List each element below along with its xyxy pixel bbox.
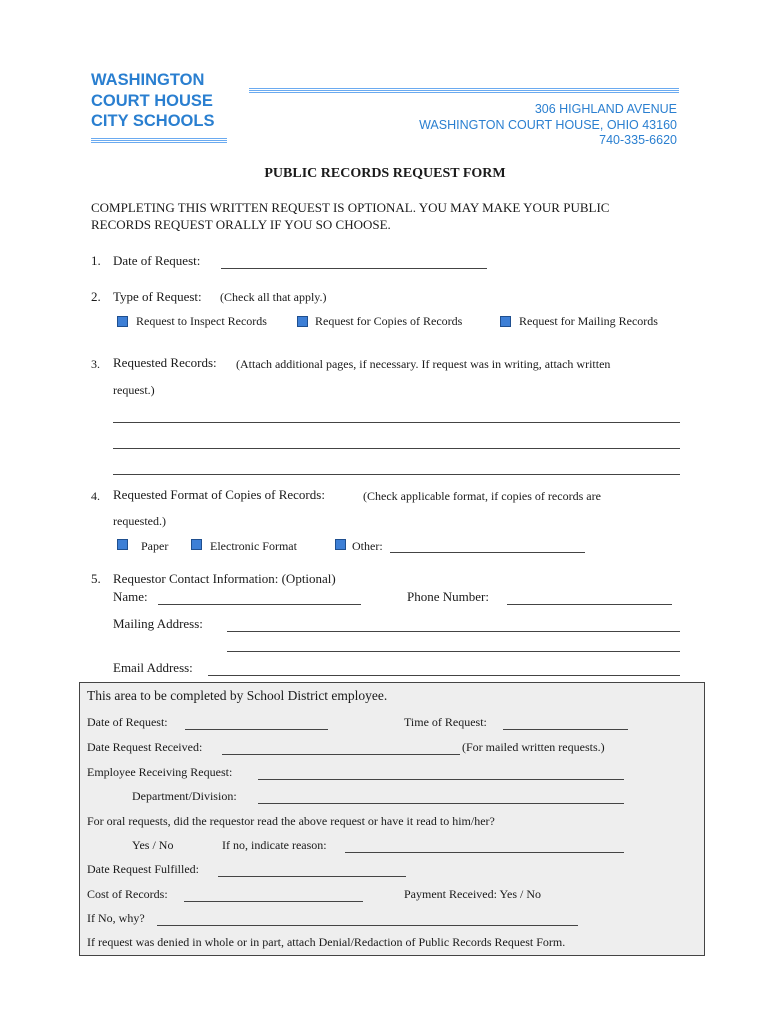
inspect-records-checkbox[interactable]	[117, 316, 128, 327]
q2-label: Type of Request:	[113, 289, 202, 304]
mailing-records-label: Request for Mailing Records	[519, 314, 658, 328]
cost-label: Cost of Records:	[87, 887, 168, 901]
date-of-request-field[interactable]	[221, 268, 487, 269]
q4-note-cont: requested.)	[113, 514, 166, 528]
mailing-address-field-1[interactable]	[227, 631, 680, 632]
q3-note-cont: request.)	[113, 383, 155, 397]
other-format-field[interactable]	[390, 552, 585, 553]
phone-field[interactable]	[507, 604, 672, 605]
address-line: 306 HIGHLAND AVENUE	[534, 102, 677, 116]
copies-records-label: Request for Copies of Records	[315, 314, 463, 328]
copies-records-checkbox[interactable]	[297, 316, 308, 327]
inspect-records-label: Request to Inspect Records	[136, 314, 267, 328]
denied-note: If request was denied in whole or in part, attach Denial/Redaction of Public Records Request Form.	[87, 935, 566, 949]
requested-records-line-2[interactable]	[113, 448, 680, 449]
yes-no-choice: Yes / No	[132, 838, 174, 852]
email-address-label: Email Address:	[113, 660, 193, 675]
address-line: WASHINGTON COURT HOUSE, OHIO 43160	[419, 117, 677, 132]
q5-number: 5.	[91, 571, 101, 586]
q3-note: (Attach additional pages, if necessary. If request was in writing, attach written	[236, 357, 611, 371]
email-address-field[interactable]	[208, 675, 680, 676]
why-label: If No, why?	[87, 911, 145, 925]
paper-format-label: Paper	[141, 539, 169, 553]
date-fulfilled-label: Date Request Fulfilled:	[87, 862, 199, 876]
intro-line: COMPLETING THIS WRITTEN REQUEST IS OPTIONAL. YOU MAY MAKE YOUR PUBLIC	[91, 200, 610, 215]
district-logo-text	[91, 70, 214, 132]
department-label: Department/Division:	[132, 789, 237, 803]
name-field[interactable]	[158, 604, 361, 605]
staff-date-field[interactable]	[185, 729, 328, 730]
mailing-records-checkbox[interactable]	[500, 316, 511, 327]
staff-date-label: Date of Request:	[87, 715, 168, 729]
phone-label: Phone Number:	[407, 589, 489, 604]
q2-number: 2.	[91, 289, 101, 304]
q4-note: (Check applicable format, if copies of records are	[363, 489, 601, 503]
mailing-address-field-2[interactable]	[227, 651, 680, 652]
q4-number: 4.	[91, 489, 100, 503]
mailing-address-label: Mailing Address:	[113, 616, 203, 631]
logo-line: COURT HOUSE	[91, 91, 213, 110]
mailed-note: (For mailed written requests.)	[462, 740, 605, 754]
date-received-field[interactable]	[222, 754, 460, 755]
other-format-label: Other:	[352, 539, 383, 553]
q3-number: 3.	[91, 357, 100, 371]
q3-label: Requested Records:	[113, 355, 217, 370]
department-field[interactable]	[258, 803, 624, 804]
staff-time-label: Time of Request:	[404, 715, 487, 729]
employee-field[interactable]	[258, 779, 624, 780]
cost-field[interactable]	[184, 901, 363, 902]
intro-line: RECORDS REQUEST ORALLY IF YOU SO CHOOSE.	[91, 217, 391, 232]
why-field[interactable]	[157, 925, 578, 926]
payment-received-label: Payment Received: Yes / No	[404, 887, 541, 901]
name-label: Name:	[113, 589, 148, 604]
q1-number: 1.	[91, 253, 101, 268]
q1-label: Date of Request:	[113, 253, 201, 268]
electronic-format-checkbox[interactable]	[191, 539, 202, 550]
requested-records-line-3[interactable]	[113, 474, 680, 475]
q2-note: (Check all that apply.)	[220, 290, 327, 304]
other-format-checkbox[interactable]	[335, 539, 346, 550]
header-rule	[249, 88, 679, 93]
district-address	[419, 102, 677, 149]
oral-request-question: For oral requests, did the requestor read the above request or have it read to him/her?	[87, 814, 495, 828]
date-received-label: Date Request Received:	[87, 740, 203, 754]
staff-area-header: This area to be completed by School District employee.	[87, 688, 388, 703]
q5-label: Requestor Contact Information: (Optional)	[113, 571, 336, 586]
date-fulfilled-field[interactable]	[218, 876, 406, 877]
employee-label: Employee Receiving Request:	[87, 765, 233, 779]
q4-label: Requested Format of Copies of Records:	[113, 487, 325, 502]
if-no-reason-field[interactable]	[345, 852, 624, 853]
address-line: 740-335-6620	[599, 133, 677, 147]
requested-records-line-1[interactable]	[113, 422, 680, 423]
paper-format-checkbox[interactable]	[117, 539, 128, 550]
logo-line: CITY SCHOOLS	[91, 112, 215, 130]
if-no-reason-label: If no, indicate reason:	[222, 838, 327, 852]
electronic-format-label: Electronic Format	[210, 539, 297, 553]
form-title: PUBLIC RECORDS REQUEST FORM	[264, 166, 506, 181]
staff-time-field[interactable]	[503, 729, 628, 730]
logo-rule	[91, 138, 227, 143]
logo-line: WASHINGTON	[91, 71, 205, 89]
